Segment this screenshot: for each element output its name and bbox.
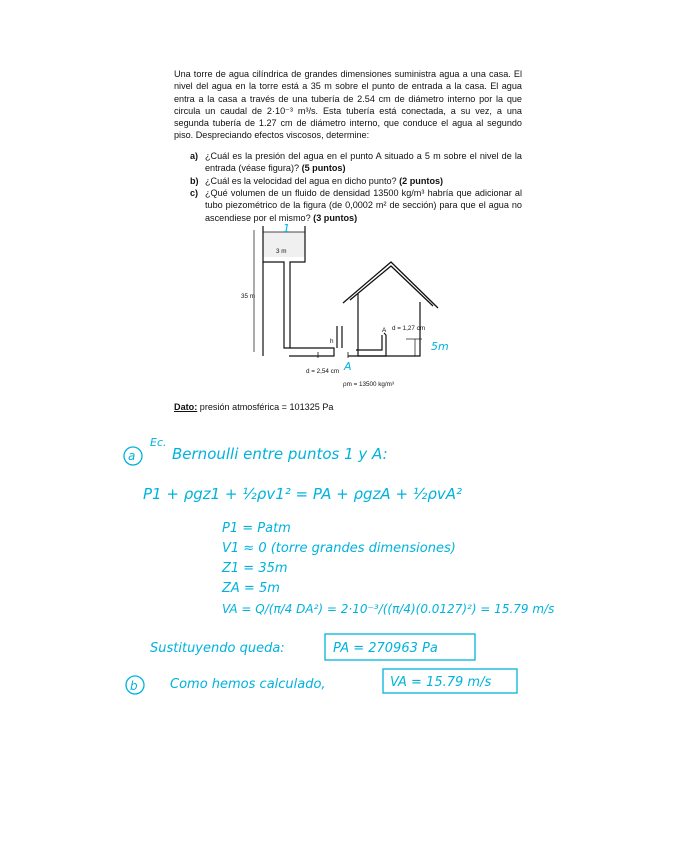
solution-title: Ec. (150, 436, 167, 449)
cond-4: ZA = 5m (222, 581, 280, 596)
hw-5m: 5m (431, 340, 449, 353)
hw-point-1: 1 (283, 222, 290, 235)
cond-1: P1 = Patm (222, 521, 291, 536)
result-b: VA = 15.79 m/s (390, 675, 492, 690)
height-label: 35 m (241, 293, 255, 300)
h-label: h (330, 338, 334, 345)
tower-width-label: 3 m (276, 248, 287, 255)
density-label: ρm = 13500 kg/m³ (343, 381, 395, 388)
question-points: (3 puntos) (313, 212, 358, 223)
question-key: c) (190, 188, 199, 198)
question-text: ¿Qué volumen de un fluido de densidad 13500 kg/m³ habría que adicionar al tubo piezométrico de la figura (de 0,0002 m² de sección) para que el agua no ascendiese por el mismo? (205, 188, 522, 223)
big-pipe-label: d = 2,54 cm (306, 368, 340, 375)
question-key: a) (190, 151, 199, 161)
question-key: b) (190, 176, 199, 186)
question-points: (5 puntos) (301, 163, 346, 174)
dato-text: presión atmosférica = 101325 Pa (199, 402, 334, 412)
small-pipe-label: d = 1,27 cm (392, 325, 426, 332)
question-text: ¿Cuál es la velocidad del agua en dicho punto? (205, 176, 397, 186)
result-a: PA = 270963 Pa (333, 641, 438, 656)
sust-label: Sustituyendo queda: (150, 641, 285, 656)
bernoulli-equation: P1 + ρgz1 + ½ρv1² = PA + ρgzA + ½ρvA² (143, 485, 463, 503)
problem-intro: Una torre de agua cilíndrica de grandes dimensiones suministra agua a una casa. El nivel del agua en la torre está a 35 m sobre el punto de entrada a la casa. El agua entra a la casa a través de una tubería de 2.54 cm de diámetro interno por la que circula un caudal de 2·10⁻³ m³/s. Esta tubería está conectada, a su vez, a una segunda tubería de 1.27 cm de diámetro interno, que conduce el agua al segundo piso. Despreciando efectos viscosos, determine: (174, 69, 522, 141)
point-a-label: A (382, 327, 387, 334)
handwritten-solution (124, 436, 554, 694)
cond-5: VA = Q/(π/4 DA²) = 2·10⁻³/((π/4)(0.0127)²) = 15.79 m/s (222, 602, 555, 616)
hw-point-a: A (344, 360, 352, 373)
dato-label: Dato: (174, 402, 198, 412)
mark-a: a (128, 449, 136, 463)
solution-line-a: Bernoulli entre puntos 1 y A: (172, 445, 388, 463)
system-diagram (254, 226, 438, 358)
cond-3: Z1 = 35m (222, 561, 288, 576)
solution-line-b: Como hemos calculado, (170, 677, 326, 692)
question-points: (2 puntos) (399, 176, 444, 186)
question-text: ¿Cuál es la presión del agua en el punto A situado a 5 m sobre el nivel de la entrada (véase figura)? (205, 151, 522, 174)
mark-b: b (130, 679, 138, 693)
cond-2: V1 ≈ 0 (torre grandes dimensiones) (222, 541, 456, 556)
